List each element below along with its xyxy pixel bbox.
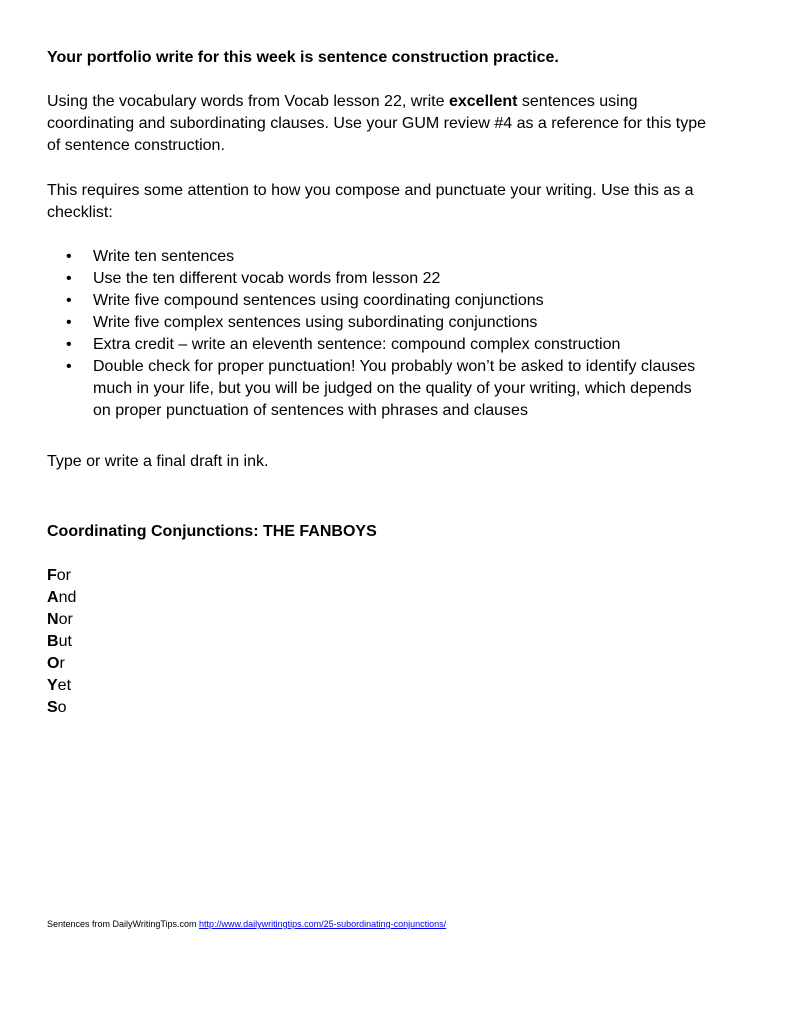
fanboys-item (47, 653, 76, 675)
intro-emphasis: excellent (448, 93, 518, 110)
checklist-item (66, 246, 695, 268)
intro-line-1-start: Using the vocabulary words from Vocab lesson 22, write (47, 93, 449, 110)
intro-line-1 (47, 91, 706, 113)
checklist-item-line: Write ten sentences (93, 248, 235, 265)
fanboys-rest: nd (58, 589, 77, 606)
fanboys-initial: S (47, 699, 58, 716)
checklist-item-line: Use the ten different vocab words from lesson 22 (93, 270, 441, 287)
intro-line-2: coordinating and subordinating clauses. Use your GUM review #4 as a reference for this type (47, 115, 707, 132)
checklist (66, 246, 695, 422)
checklist-item-text (93, 356, 695, 422)
fanboys-rest: or (58, 611, 73, 628)
intro-paragraph (47, 91, 706, 157)
intro-line-3: of sentence construction. (47, 137, 225, 154)
footer-source-text: Sentences from DailyWritingTips.com (47, 919, 200, 929)
fanboys-initial: N (47, 611, 59, 628)
fanboys-item (47, 587, 76, 609)
bullet-icon: • (66, 314, 72, 331)
checklist-item-text (93, 268, 440, 290)
fanboys-item (47, 675, 76, 697)
footer-source-link[interactable]: http://www.dailywritingtips.com/25-subordinating-conjunctions/ (199, 919, 447, 929)
fanboys-initial: F (47, 567, 57, 584)
fanboys-heading: Coordinating Conjunctions: THE FANBOYS (47, 523, 377, 540)
checklist-item-line: much in your life, but you will be judged on the quality of your writing, which depends (93, 380, 692, 397)
checklist-item-line: Write five complex sentences using subordinating conjunctions (93, 314, 538, 331)
fanboys-rest: o (57, 699, 67, 716)
checklist-item-line: Write five compound sentences using coordinating conjunctions (93, 292, 544, 309)
bullet-icon: • (66, 248, 72, 265)
checklist-item-line: Extra credit – write an eleventh sentence: compound complex construction (93, 336, 621, 353)
fanboys-item (47, 609, 76, 631)
fanboys-item (47, 631, 76, 653)
checklist-item (66, 356, 695, 422)
checklist-intro-paragraph (47, 180, 694, 224)
checklist-item-line: on proper punctuation of sentences with phrases and clauses (93, 402, 528, 419)
checklist-item-text (93, 290, 544, 312)
fanboys-rest: ut (58, 633, 72, 650)
bullet-icon: • (66, 358, 72, 375)
checklist-item-line: Double check for proper punctuation! You probably won’t be asked to identify clauses (93, 358, 696, 375)
page-title: Your portfolio write for this week is sentence construction practice. (47, 49, 559, 66)
fanboys-initial: B (47, 633, 59, 650)
checklist-item (66, 268, 695, 290)
bullet-icon: • (66, 292, 72, 309)
final-draft-note: Type or write a final draft in ink. (47, 453, 269, 470)
checklist-item-text (93, 246, 234, 268)
footer-source (47, 918, 446, 930)
fanboys-initial: A (47, 589, 59, 606)
fanboys-rest: or (56, 567, 72, 584)
fanboys-list (47, 565, 76, 719)
fanboys-item (47, 565, 76, 587)
fanboys-initial: O (47, 655, 60, 672)
bullet-icon: • (66, 270, 72, 287)
fanboys-item (47, 697, 76, 719)
fanboys-initial: Y (47, 677, 58, 694)
checklist-item (66, 312, 695, 334)
checklist-intro-line-1: This requires some attention to how you compose and punctuate your writing. Use this as a (47, 182, 694, 199)
fanboys-rest: r (59, 655, 65, 672)
fanboys-rest: et (57, 677, 72, 694)
checklist-item (66, 290, 695, 312)
checklist-item (66, 334, 695, 356)
checklist-item-text (93, 334, 620, 356)
intro-line-1-end: sentences using (517, 93, 638, 110)
checklist-intro-line-2: checklist: (47, 204, 113, 221)
bullet-icon: • (66, 336, 72, 353)
checklist-item-text (93, 312, 537, 334)
